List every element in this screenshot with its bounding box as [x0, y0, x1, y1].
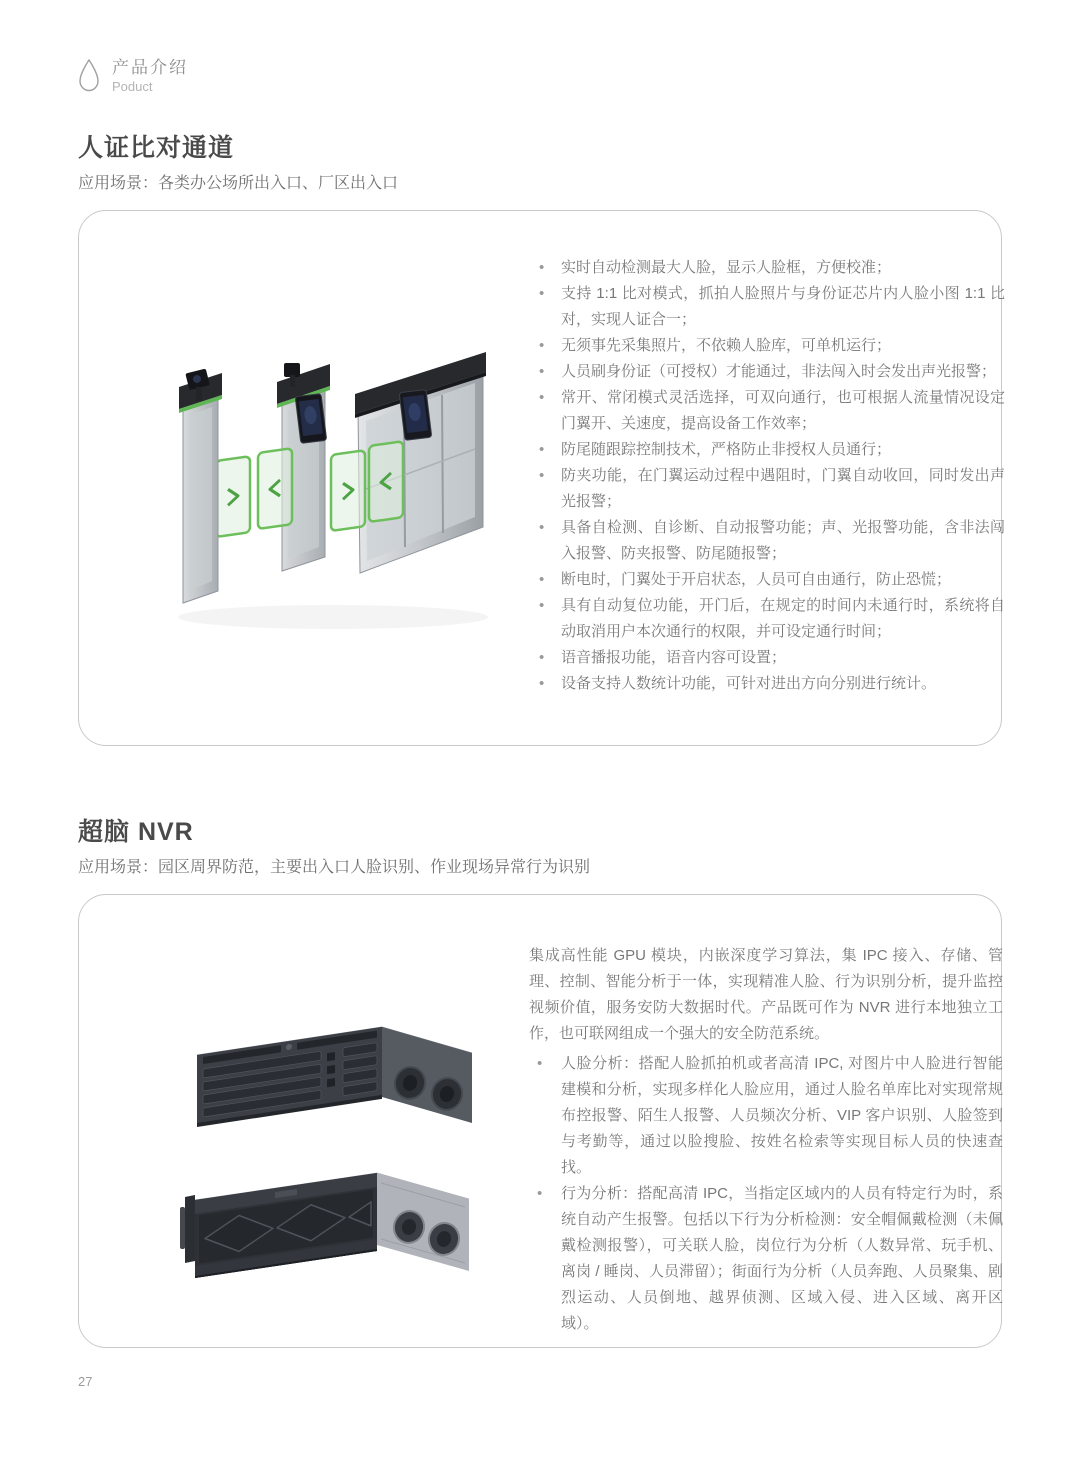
nvr-image [167, 995, 507, 1300]
panel-nvr [78, 894, 1002, 1348]
list-item: • 无须事先采集照片，不依赖人脸库，可单机运行； [527, 333, 1005, 359]
list-item: • 语音播报功能，语音内容可设置； [527, 645, 1005, 671]
list-item: • 断电时，门翼处于开启状态，人员可自由通行，防止恐慌； [527, 567, 1005, 593]
section-subtitle-nvr: 应用场景：园区周界防范，主要出入口人脸识别、作业现场异常行为识别 [78, 859, 591, 876]
list-item: • 具备自检测、自诊断、自动报警功能；声、光报警功能，含非法闯入报警、防夹报警、防尾随报警； [527, 515, 1005, 567]
list-item: • 设备支持人数统计功能，可针对进出方向分别进行统计。 [527, 671, 1005, 697]
list-item: • 防夹功能，在门翼运动过程中遇阻时，门翼自动收回，同时发出声光报警； [527, 463, 1005, 515]
list-item: • 人员刷身份证（可授权）才能通过，非法闯入时会发出声光报警； [527, 359, 1005, 385]
face-screen-middle [295, 394, 327, 444]
list-item: • 具有自动复位功能，开门后，在规定的时间内未通行时，系统将自动取消用户本次通行的权限，并可设定通行时间； [527, 593, 1005, 645]
section-title-turnstile: 人证比对通道 [78, 134, 235, 162]
face-screen-right [399, 389, 432, 440]
header-title-en: Poduct [112, 79, 153, 94]
nvr-unit-bottom [180, 1173, 469, 1278]
nvr-feature-list [529, 1051, 1003, 1337]
turnstile-image [163, 349, 503, 654]
section-title-nvr: 超脑 NVR [78, 818, 194, 846]
list-item: • 行为分析：搭配高清 IPC，当指定区域内的人员有特定行为时，系统自动产生报警。包括以下行为分析检测：安全帽佩戴检测（未佩戴检测报警），可关联人脸，岗位行为分析（人数异常、玩手机、离岗 / 睡岗、人员滞留）；街面行为分析（人员奔跑、人员聚集、剧烈运动、人员倒地、越界侦测、区域入侵、进入区域、离开区域）。 [529, 1181, 1003, 1337]
page-header [78, 58, 188, 97]
header-title-cn: 产品介绍 [112, 58, 188, 77]
nvr-intro-paragraph: 集成高性能 GPU 模块，内嵌深度学习算法，集 IPC 接入、存储、管理、控制、智能分析于一体，实现精准人脸、行为识别分析，提升监控视频价值，服务安防大数据时代。产品既可作为 NVR 进行本地独立工作，也可联网组成一个强大的安全防范系统。 [529, 947, 1003, 1042]
page-number: 27 [78, 1374, 93, 1389]
list-item: • 防尾随跟踪控制技术，严格防止非授权人员通行； [527, 437, 1005, 463]
gate-left-pedestal [179, 369, 222, 603]
list-item: • 常开、常闭模式灵活选择，可双向通行，也可根据人流量情况设定门翼开、关速度，提高设备工作效率； [527, 385, 1005, 437]
panel-turnstile [78, 210, 1005, 746]
list-item: • 实时自动检测最大人脸，显示人脸框，方便校准； [527, 255, 1005, 281]
list-item: • 支持 1:1 比对模式，抓拍人脸照片与身份证芯片内人脸小图 1:1 比对，实现人证合一； [527, 281, 1005, 333]
nvr-unit-top [197, 1027, 472, 1127]
list-item: • 人脸分析：搭配人脸抓拍机或者高清 IPC, 对图片中人脸进行智能建模和分析，实现多样化人脸应用，通过人脸名单库比对实现常规布控报警、陌生人报警、人员频次分析、VIP 客户识别、人脸签到与考勤等，通过以脸搜脸、按姓名检索等实现目标人员的快速查找。 [529, 1051, 1003, 1181]
section-subtitle-turnstile: 应用场景：各类办公场所出入口、厂区出入口 [78, 175, 399, 192]
drop-icon [78, 58, 100, 97]
nvr-text-column [529, 943, 1003, 1337]
gate-wing-panels-lane1 [216, 448, 292, 537]
turnstile-feature-list [527, 255, 1005, 697]
